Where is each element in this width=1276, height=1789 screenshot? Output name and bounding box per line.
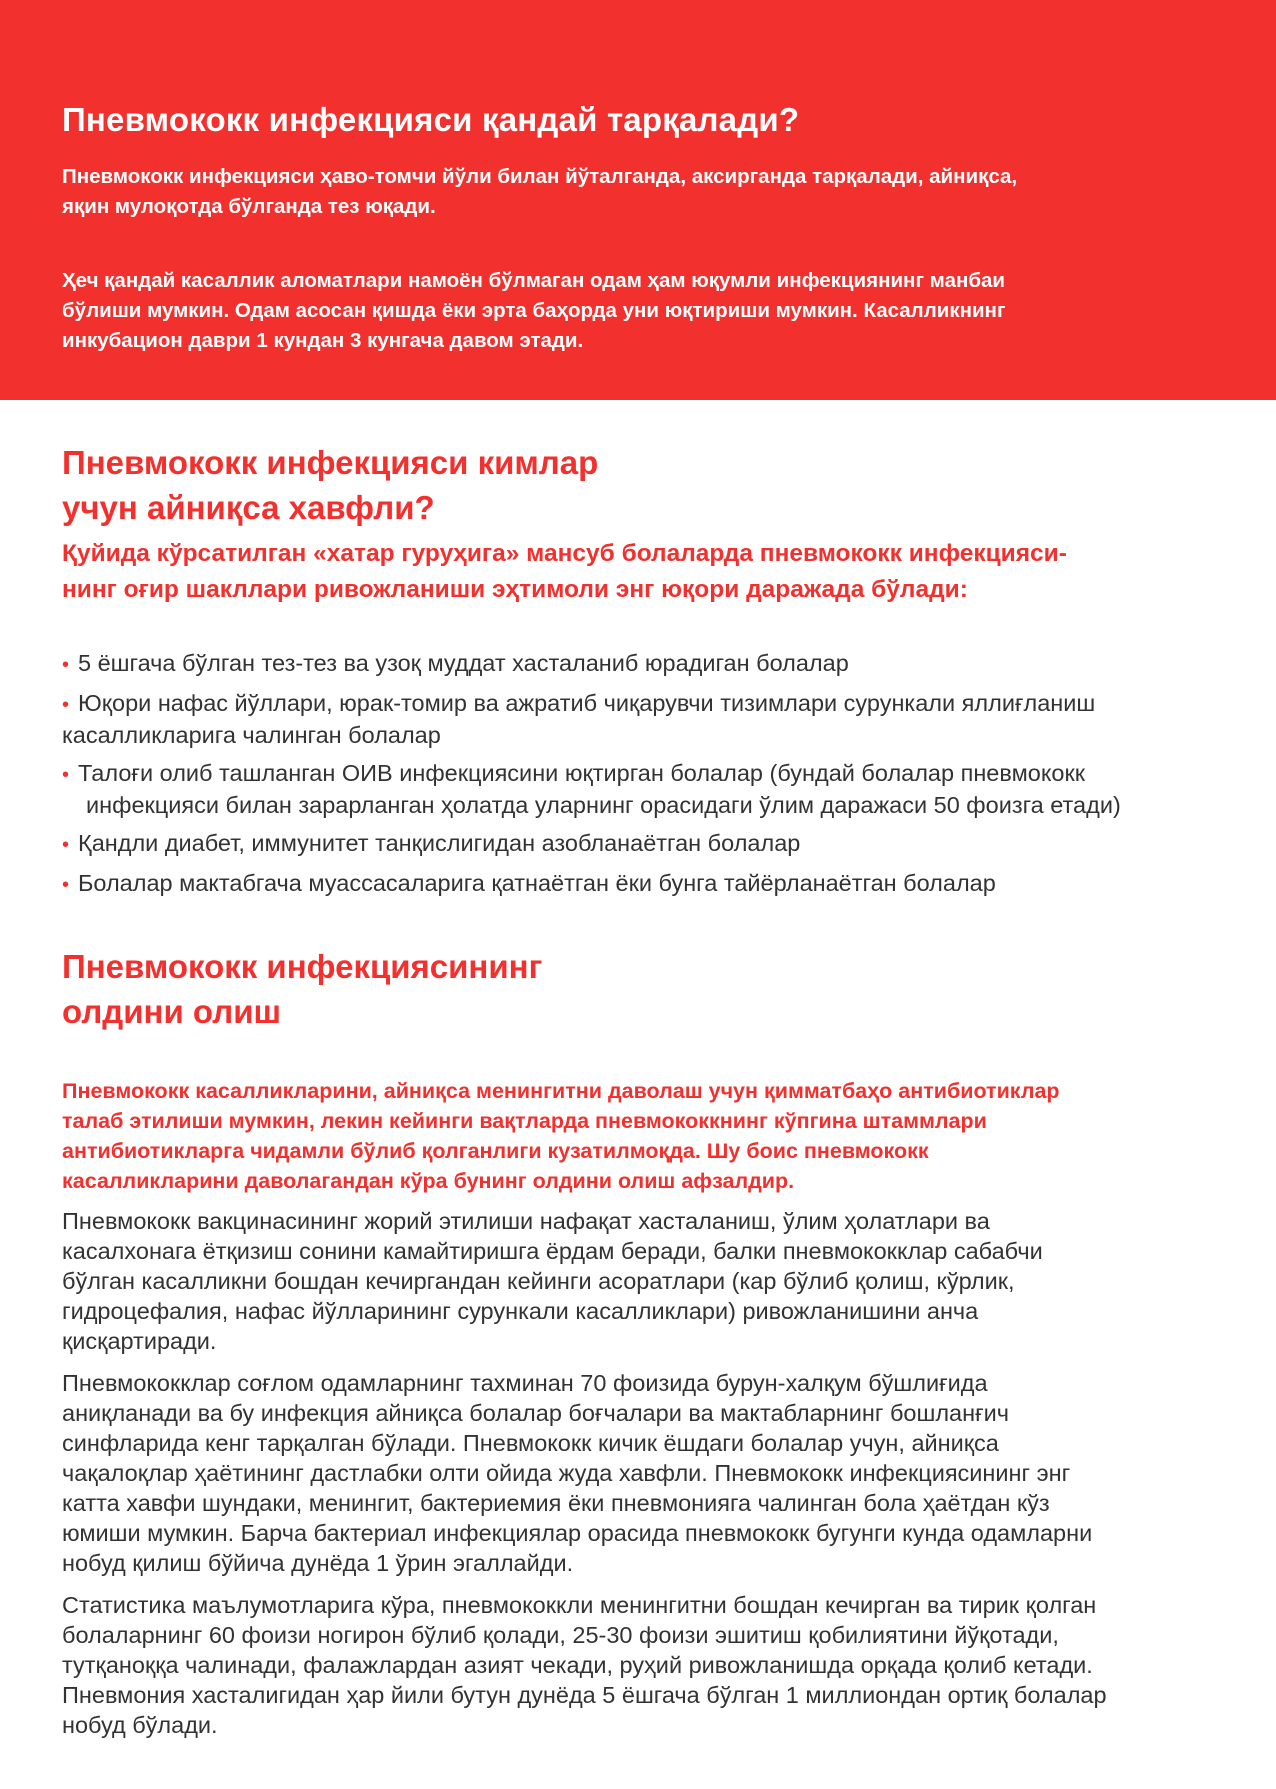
prevention-heading [62, 944, 1222, 1034]
list-item-text: Қандли диабет, иммунитет танқислигидан азобланаётган болалар [78, 830, 801, 856]
paragraph-line: Статистика маълумотларига кўра, пневмококкли менингитни бошдан кечирган ва тирик қолган [62, 1592, 1097, 1618]
list-item-text: Юқори нафас йўллари, юрак-томир ва ажратиб чиқарувчи тизимлари сурункали яллиғланиш [78, 690, 1096, 716]
bullet-icon: • [62, 874, 70, 896]
banner-paragraph-1 [62, 162, 1216, 222]
banner-p2-line: бўлиши мумкин. Одам асосан қишда ёки эрта баҳорда уни юқтириши мумкин. Касалликнинг [62, 299, 1006, 322]
paragraph-line: бўлган касалликни бошдан кечиргандан кейинги асоратлари (кар бўлиб қолиш, кўрлик, [62, 1268, 1015, 1294]
info-banner [0, 0, 1276, 400]
paragraph-line: синфларида кенг тарқалган бўлади. Пневмококк кичик ёшдаги болалар учун, айниқса [62, 1430, 999, 1456]
banner-title: Пневмококк инфекцияси қандай тарқалади? [62, 101, 800, 138]
prevention-paragraph-3 [62, 1590, 1222, 1740]
highlight-line: талаб этилиши мумкин, лекин кейинги вақтларда пневмококкнинг кўпгина штаммлари [62, 1109, 987, 1133]
risk-subheading [62, 536, 1222, 608]
paragraph-line: аниқланади ва бу инфекция айниқса болалар боғчалари ва мактабларнинг бошланғич [62, 1400, 1010, 1426]
paragraph-line: Пневмония хасталигидан ҳар йили бутун дунёда 5 ёшгача бўлган 1 миллиондан ортиқ болалар [62, 1682, 1107, 1708]
prevention-paragraph-2 [62, 1368, 1222, 1578]
prevention-heading-line: Пневмококк инфекциясининг [62, 948, 543, 985]
highlight-line: антибиотикларга чидамли бўлиб қолганлиги кузатилмоқда. Шу боис пневмококк [62, 1139, 929, 1163]
risk-heading-line: учун айниқса хавфли? [62, 489, 435, 526]
bullet-icon: • [62, 654, 70, 676]
risk-subheading-line: нинг оғир шакллари ривожланиши эҳтимоли энг юқори даражада бўлади: [62, 576, 968, 603]
bullet-icon: • [62, 694, 70, 716]
highlight-line: Пневмококк касалликларини, айниқса менингитни даволаш учун қимматбаҳо антибиотиклар [62, 1079, 1060, 1103]
paragraph-line: тутқаноққа чалинади, фалажлардан азият чекади, руҳий ривожланишда орқада қолиб кетади. [62, 1652, 1093, 1678]
paragraph-line: юмиши мумкин. Барча бактериал инфекциялар орасида пневмококк бугунги кунда одамларни [62, 1520, 1093, 1546]
prevention-heading-line: олдини олиш [62, 993, 282, 1030]
list-item-text: 5 ёшгача бўлган тез-тез ва узоқ муддат хасталаниб юрадиган болалар [78, 650, 849, 676]
banner-paragraph-2 [62, 266, 1216, 356]
prevention-highlight [62, 1076, 1222, 1196]
bullet-icon: • [62, 834, 70, 856]
list-item [62, 868, 1222, 900]
banner-p1-line: Пневмококк инфекцияси ҳаво-томчи йўли билан йўталганда, аксирганда тарқалади, айниқса, [62, 165, 1018, 188]
list-item [62, 758, 1222, 820]
list-item [62, 688, 1222, 750]
banner-p2-line: Ҳеч қандай касаллик аломатлари намоён бўлмаган одам ҳам юқумли инфекциянинг манбаи [62, 269, 1006, 292]
prevention-paragraph-1 [62, 1206, 1222, 1356]
main-content [62, 440, 1222, 1740]
list-item-text: Болалар мактабгача муассасаларига қатнаётган ёки бунга тайёрланаётган болалар [78, 870, 996, 896]
list-item-text: Талоғи олиб ташланган ОИВ инфекциясини юқтирган болалар (бундай болалар пневмококк [78, 760, 1086, 786]
paragraph-line: болаларнинг 60 фоизи ногирон бўлиб қолади, 25-30 фоизи эшитиш қобилиятини йўқотади, [62, 1622, 1059, 1648]
paragraph-line: қисқартиради. [62, 1328, 217, 1354]
risk-heading [62, 440, 1222, 530]
risk-subheading-line: Қуйида кўрсатилган «хатар гуруҳига» мансуб болаларда пневмококк инфекцияси- [62, 540, 1067, 567]
list-item [62, 828, 1222, 860]
list-item [62, 648, 1222, 680]
paragraph-line: нобуд бўлади. [62, 1712, 218, 1738]
banner-p1-line: яқин мулоқотда бўлганда тез юқади. [62, 195, 436, 218]
paragraph-line: гидроцефалия, нафас йўлларининг сурункали касалликлари) ривожланишини анча [62, 1298, 979, 1324]
paragraph-line: Пневмококклар соғлом одамларнинг тахминан 70 фоизида бурун-халқум бўшлиғида [62, 1370, 988, 1396]
paragraph-line: нобуд қилиш бўйича дунёда 1 ўрин эгаллайди. [62, 1550, 574, 1576]
risk-heading-line: Пневмококк инфекцияси кимлар [62, 444, 599, 481]
list-item-text: касалликларига чалинган болалар [62, 722, 441, 748]
paragraph-line: чақалоқлар ҳаётининг дастлабки олти ойида жуда хавфли. Пневмококк инфекциясининг энг [62, 1460, 1071, 1486]
highlight-line: касалликларини даволагандан кўра бунинг олдини олиш афзалдир. [62, 1169, 795, 1193]
list-item-text: инфекцияси билан зарарланган ҳолатда уларнинг орасидаги ўлим даражаси 50 фоизга етади) [86, 792, 1121, 818]
paragraph-line: касалхонага ётқизиш сонини камайтиришга ёрдам беради, балки пневмококклар сабабчи [62, 1238, 1043, 1264]
bullet-icon: • [62, 764, 70, 786]
paragraph-line: Пневмококк вакцинасининг жорий этилиши нафақат хасталаниш, ўлим ҳолатлари ва [62, 1208, 990, 1234]
paragraph-line: катта хавфи шундаки, менингит, бактериемия ёки пневмонияга чалинган бола ҳаётдан кўз [62, 1490, 1050, 1516]
risk-group-list [62, 648, 1222, 900]
banner-p2-line: инкубацион даври 1 кундан 3 кунгача давом этади. [62, 329, 584, 352]
